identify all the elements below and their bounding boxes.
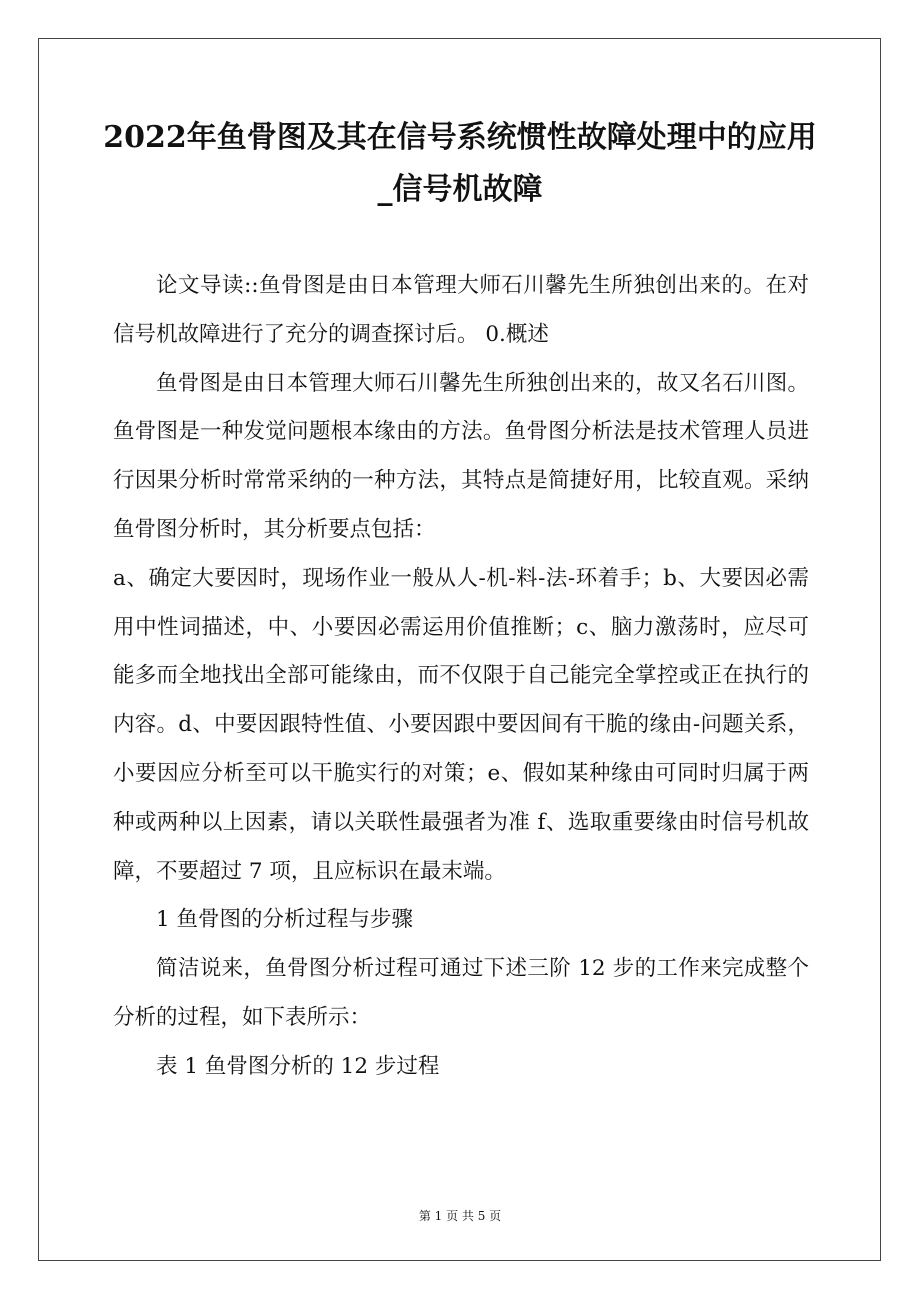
paragraph-process: 简洁说来，鱼骨图分析过程可通过下述三阶 12 步的工作来完成整个分析的过程，如下表所示： — [113, 956, 809, 1030]
paragraph-key-points: a、确定大要因时，现场作业一般从人-机-料-法-环着手；b、大要因必需用中性词描述，中、小要因必需运用价值推断；c、脑力激荡时，应尽可能多而全地找出全部可能缘由，而不仅限于自己能完全掌控或正在执行的内容。d、中要因跟特性值、小要因跟中要因间有干脆的缘由-问题关系，小要因应分析至可以干脆实行的对策；e、假如某种缘由可同时归属于两种或两种以上因素，请以关联性最强者为准 f、选取重要缘由时信号机故障，不要超过 7 项，且应标识在最末端。 — [113, 565, 809, 884]
paragraph-intro: 论文导读::鱼骨图是由日本管理大师石川馨先生所独创出来的。在对信号机故障进行了充分的调查探讨后。 0.概述 — [113, 273, 809, 347]
document-title: 2022年鱼骨图及其在信号系统惯性故障处理中的应用_信号机故障 — [103, 120, 817, 207]
table-caption: 表 1 鱼骨图分析的 12 步过程 — [156, 1053, 440, 1079]
paragraph-overview: 鱼骨图是由日本管理大师石川馨先生所独创出来的，故又名石川图。鱼骨图是一种发觉问题根本缘由的方法。鱼骨图分析法是技术管理人员进行因果分析时常常采纳的一种方法，其特点是简捷好用，比较直观。采纳鱼骨图分析时，其分析要点包括： — [113, 370, 809, 542]
section-heading-1: 1 鱼骨图的分析过程与步骤 — [156, 907, 414, 933]
page-footer: 第 1 页 共 5 页 — [418, 1209, 502, 1223]
document-body — [113, 262, 809, 1092]
